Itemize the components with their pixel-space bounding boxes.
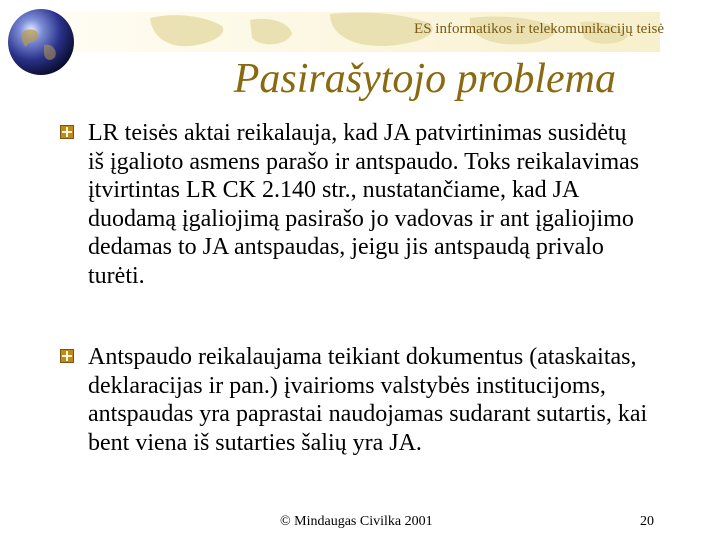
bullet-icon xyxy=(60,125,74,139)
bullet-text-2: Antspaudo reikalaujama teikiant dokumentus (ataskaitas, deklaracijas ir pan.) įvairioms valstybės institucijoms, antspaudas yra paprastai naudojamas sudarant sutartis, kai bent viena iš sutarties šalių yra JA. xyxy=(88,344,648,456)
page-number: 20 xyxy=(640,514,654,529)
bullet-icon xyxy=(60,349,74,363)
course-title: ES informatikos ir telekomunikacijų teisė xyxy=(414,21,664,37)
bullet-text-1: LR teisės aktai reikalauja, kad JA patvirtinimas susidėtų iš įgalioto asmens parašo ir antspaudo. Toks reikalavimas įtvirtintas LR CK 2.140 str., nustatančiame, kad JA duodamą įgaliojimą pasirašo jo vadovas ir ant įgaliojimo dedamas to JA antspaudas, jeigu jis antspaudą privalo turėti. xyxy=(88,120,640,289)
slide-title: Pasirašytojo problema xyxy=(233,56,616,102)
globe-icon xyxy=(4,5,78,79)
footer-copyright: © Mindaugas Civilka 2001 xyxy=(280,514,433,529)
